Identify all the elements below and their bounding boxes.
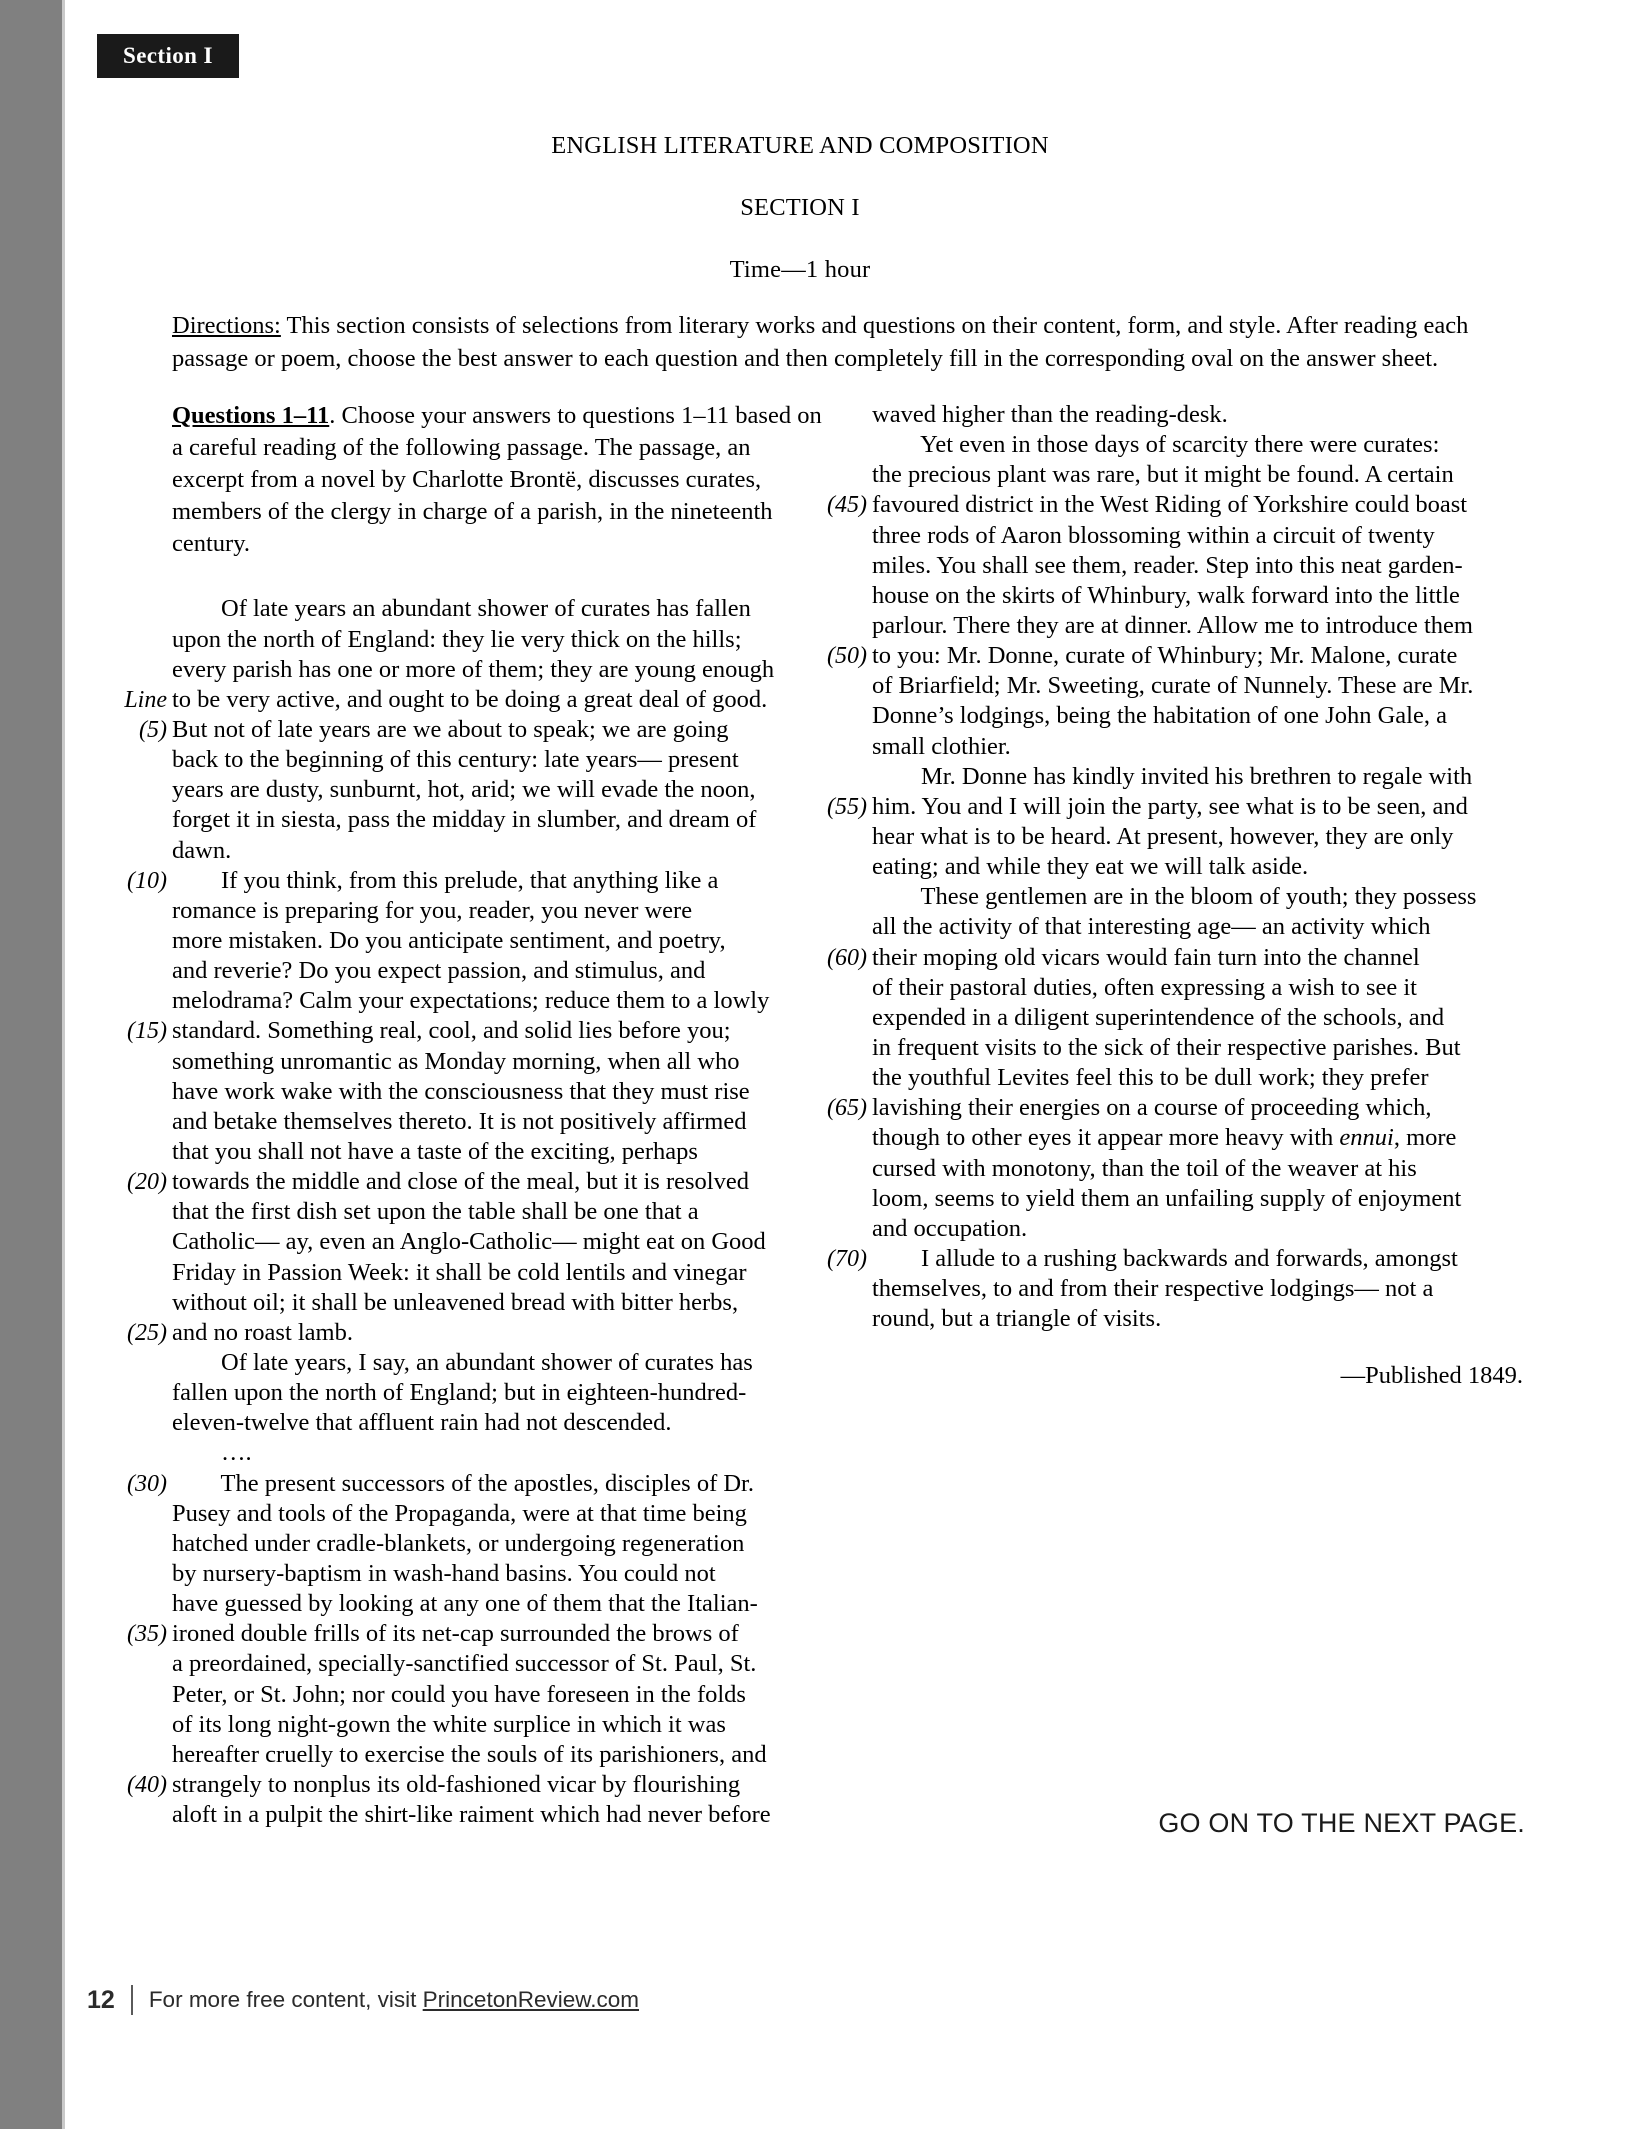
passage-line-text: something unromantic as Monday morning, when all who (172, 1047, 740, 1075)
passage-line-text: all the activity of that interesting age— an activity which (872, 913, 1431, 941)
passage-line (123, 1258, 823, 1288)
passage-line-text: Of late years, I say, an abundant shower of curates has (172, 1348, 753, 1376)
passage-line-text: round, but a triangle of visits. (872, 1305, 1162, 1333)
passage-line (823, 822, 1523, 852)
passage-line (123, 625, 823, 655)
exam-title: ENGLISH LITERATURE AND COMPOSITION (551, 132, 1049, 159)
passage-line-text: lavishing their energies on a course of proceeding which, (872, 1094, 1432, 1122)
passage-line (123, 1016, 823, 1046)
passage-line-text: though to other eyes it appear more heavy with ennui, more (872, 1124, 1457, 1152)
passage-line-text: the precious plant was rare, but it might be found. A certain (872, 461, 1454, 489)
page-number: 12 (87, 1985, 115, 2014)
passage-line (123, 655, 823, 685)
passage-line (123, 1770, 823, 1800)
passage-line-text: Yet even in those days of scarcity there were curates: (872, 431, 1440, 459)
passage-line-text: that the first dish set upon the table shall be one that a (172, 1198, 699, 1226)
passage-line-text: eating; and while they eat we will talk aside. (872, 853, 1309, 881)
questions-intro (172, 400, 822, 560)
passage-line (123, 594, 823, 624)
passage-left-lines (123, 594, 823, 1830)
questions-intro-body: . Choose your answers to questions 1–11 based on a careful reading of the following passage. The passage, an excerpt from a novel by Charlotte Brontë, discusses curates, members of the clergy in charge of a parish, in the nineteenth century. (172, 402, 822, 558)
passage-line (123, 1680, 823, 1710)
passage-line-text: towards the middle and close of the meal, but it is resolved (172, 1168, 749, 1196)
passage-line-text: strangely to nonplus its old-fashioned vicar by flourishing (172, 1770, 741, 1798)
passage-line-text: back to the beginning of this century: late years— present (172, 746, 739, 774)
passage-line (823, 1123, 1523, 1153)
passage-right-lines (823, 400, 1523, 1334)
passage-line-text: in frequent visits to the sick of their respective parishes. But (872, 1033, 1461, 1061)
passage-line (123, 1408, 823, 1438)
passage-line (823, 1214, 1523, 1244)
passage-line (123, 956, 823, 986)
passage-line-text: that you shall not have a taste of the exciting, perhaps (172, 1138, 698, 1165)
passage-line (823, 400, 1523, 430)
directions-label: Directions: (172, 312, 281, 339)
line-number: (10) (127, 867, 167, 894)
passage-line-text: fallen upon the north of England; but in eighteen-hundred- (172, 1379, 747, 1407)
passage-line-text: and occupation. (872, 1214, 1028, 1242)
passage-line-text: Peter, or St. John; nor could you have foreseen in the folds (172, 1680, 746, 1708)
line-number: (15) (127, 1018, 167, 1045)
passage-line-text: expended in a diligent superintendence of the schools, and (872, 1003, 1445, 1031)
passage-line-text: upon the north of England: they lie very thick on the hills; (172, 625, 742, 653)
passage-line (823, 973, 1523, 1003)
passage-line (123, 1589, 823, 1619)
passage-line-text: Friday in Passion Week: it shall be cold lentils and vinegar (172, 1258, 747, 1286)
passage-line-text: The present successors of the apostles, disciples of Dr. (172, 1469, 754, 1497)
passage-line (123, 1378, 823, 1408)
passage-line (123, 715, 823, 745)
passage-line (823, 641, 1523, 671)
passage-line (823, 1033, 1523, 1063)
passage-line-text: him. You and I will join the party, see what is to be seen, and (872, 792, 1468, 820)
passage-line-text: dawn. (172, 836, 232, 864)
passage-line (823, 1003, 1523, 1033)
passage-line (823, 1093, 1523, 1123)
line-number: (30) (127, 1470, 167, 1497)
exam-headings (65, 132, 1535, 284)
passage-line-text: I allude to a rushing backwards and forwards, amongst (872, 1244, 1458, 1272)
passage-line (823, 732, 1523, 762)
passage-line-text: loom, seems to yield them an unfailing supply of enjoyment (872, 1184, 1462, 1212)
line-number: (45) (827, 492, 867, 519)
passage-line (123, 1227, 823, 1257)
passage-line (123, 926, 823, 956)
passage-line (123, 1318, 823, 1348)
questions-intro-label: Questions 1–11 (172, 402, 330, 429)
passage-line (123, 1529, 823, 1559)
passage-line-text: without oil; it shall be unleavened bread with bitter herbs, (172, 1288, 739, 1316)
passage-line (823, 882, 1523, 912)
passage-line-text: waved higher than the reading-desk. (872, 401, 1228, 428)
passage-line (823, 460, 1523, 490)
passage-line (823, 1304, 1523, 1334)
passage-line-text: aloft in a pulpit the shirt-like raiment which had never before (172, 1801, 771, 1829)
passage-line (823, 792, 1523, 822)
passage-line-text: Mr. Donne has kindly invited his brethren to regale with (872, 762, 1473, 790)
passage-line (123, 745, 823, 775)
passage-line-text: If you think, from this prelude, that anything like a (172, 866, 719, 894)
passage-line-text: small clothier. (872, 732, 1011, 760)
passage-line-text: hear what is to be heard. At present, however, they are only (872, 822, 1454, 850)
passage-line (123, 1077, 823, 1107)
passage-line-text: and reverie? Do you expect passion, and stimulus, and (172, 957, 706, 985)
passage-attribution: —Published 1849. (1340, 1362, 1523, 1390)
section-heading: SECTION I (740, 194, 860, 221)
passage-line-text: Of late years an abundant shower of curates has fallen (172, 595, 751, 623)
passage-line-text: …. (172, 1439, 252, 1467)
passage-line-text: house on the skirts of Whinbury, walk forward into the little (872, 581, 1460, 609)
passage-line (823, 430, 1523, 460)
document-page (65, 0, 1640, 2129)
line-number: (25) (127, 1319, 167, 1346)
passage-line (123, 1710, 823, 1740)
line-number: (65) (827, 1095, 867, 1122)
directions-block (172, 310, 1547, 375)
passage-line (823, 521, 1523, 551)
passage-line (123, 805, 823, 835)
passage-line-text: have guessed by looking at any one of them that the Italian- (172, 1590, 758, 1618)
passage-line-text: romance is preparing for you, reader, you never were (172, 896, 693, 924)
passage-line (123, 1288, 823, 1318)
passage-line-text: themselves, to and from their respective lodgings— not a (872, 1275, 1434, 1303)
line-number: (5) (139, 717, 167, 744)
passage-line (823, 701, 1523, 731)
passage-line (823, 1274, 1523, 1304)
passage-line-text: more mistaken. Do you anticipate sentiment, and poetry, (172, 927, 726, 955)
passage-line-text: of Briarfield; Mr. Sweeting, curate of Nunnely. These are Mr. (872, 672, 1474, 700)
line-number: (35) (127, 1621, 167, 1648)
passage-line-text: These gentlemen are in the bloom of youth; they possess (872, 883, 1477, 911)
passage-line (823, 551, 1523, 581)
passage-line-text: forget it in siesta, pass the midday in slumber, and dream of (172, 806, 757, 834)
passage-line (123, 1649, 823, 1679)
passage-line-text: their moping old vicars would fain turn into the channel (872, 943, 1420, 971)
passage-line (823, 671, 1523, 701)
passage-line-text: and no roast lamb. (172, 1318, 353, 1346)
passage-line-text: But not of late years are we about to speak; we are going (172, 716, 729, 744)
passage-line-text: and betake themselves thereto. It is not positively affirmed (172, 1107, 747, 1135)
passage-line (823, 852, 1523, 882)
passage-line-text: Pusey and tools of the Propaganda, were at that time being (172, 1499, 747, 1527)
passage-line (123, 775, 823, 805)
passage-line-text: Catholic— ay, even an Anglo-Catholic— might eat on Good (172, 1228, 766, 1256)
passage-line-text: have work wake with the consciousness that they must rise (172, 1077, 750, 1105)
passage-line-text: every parish has one or more of them; they are young enough (172, 655, 775, 683)
footer-divider (131, 1985, 133, 2015)
go-on-notice: GO ON TO THE NEXT PAGE. (1158, 1808, 1525, 1838)
passage-line-text: of its long night-gown the white surplice in which it was (172, 1710, 726, 1738)
passage-line (823, 1063, 1523, 1093)
passage-line (823, 943, 1523, 973)
passage-line (123, 1197, 823, 1227)
passage-line-text: miles. You shall see them, reader. Step into this neat garden- (872, 551, 1463, 579)
section-tab: Section I (97, 34, 239, 78)
left-column (123, 400, 823, 1830)
page-spine (0, 0, 62, 2129)
passage-line-text: favoured district in the West Riding of Yorkshire could boast (872, 491, 1468, 519)
passage-line (823, 762, 1523, 792)
passage-line (123, 896, 823, 926)
right-column (823, 400, 1523, 1390)
passage-line (123, 1348, 823, 1378)
footer-link[interactable]: PrincetonReview.com (422, 1987, 640, 2012)
line-number: (55) (827, 793, 867, 820)
passage-line (123, 1619, 823, 1649)
passage-line (823, 1154, 1523, 1184)
passage-line-text: ironed double frills of its net-cap surrounded the brows of (172, 1620, 739, 1648)
passage-line (123, 1499, 823, 1529)
passage-line (123, 1800, 823, 1830)
passage-line (123, 836, 823, 866)
passage-line (123, 685, 823, 715)
line-number: (70) (827, 1245, 867, 1272)
line-number: (20) (127, 1169, 167, 1196)
passage-line-text: three rods of Aaron blossoming within a circuit of twenty (872, 521, 1435, 549)
passage-line (123, 1137, 823, 1167)
page-footer (87, 1985, 639, 2015)
passage-line (823, 490, 1523, 520)
passage-line (123, 986, 823, 1016)
passage-line-text: Donne’s lodgings, being the habitation of one John Gale, a (872, 702, 1447, 730)
passage-line (123, 866, 823, 896)
passage-line-text: hereafter cruelly to exercise the souls of its parishioners, and (172, 1740, 767, 1768)
passage-line-text: to you: Mr. Donne, curate of Whinbury; Mr. Malone, curate (872, 642, 1458, 670)
passage-line (823, 611, 1523, 641)
passage-line-text: melodrama? Calm your expectations; reduce them to a lowly (172, 987, 770, 1015)
footer-text (149, 1987, 639, 2013)
passage-line (823, 1184, 1523, 1214)
passage-line (823, 581, 1523, 611)
time-allotment: Time—1 hour (729, 256, 871, 283)
passage-line (123, 1559, 823, 1589)
passage-line-text: hatched under cradle-blankets, or undergoing regeneration (172, 1529, 745, 1557)
passage-line (123, 1167, 823, 1197)
passage-line (823, 1244, 1523, 1274)
passage-line-text: of their pastoral duties, often expressing a wish to see it (872, 973, 1417, 1001)
passage-line-text: cursed with monotony, than the toil of the weaver at his (872, 1154, 1417, 1182)
passage-line-text: standard. Something real, cool, and solid lies before you; (172, 1017, 731, 1045)
footer-text-before: For more free content, visit (148, 1987, 423, 2012)
line-number: (50) (827, 643, 867, 670)
passage-line (123, 1047, 823, 1077)
passage-line (123, 1438, 823, 1468)
passage-line-text: years are dusty, sunburnt, hot, arid; we will evade the noon, (172, 776, 756, 804)
passage-line (123, 1740, 823, 1770)
passage-line (123, 1107, 823, 1137)
directions-body: This section consists of selections from literary works and questions on their content, form, and style. After reading each passage or poem, choose the best answer to each question and then completely fill in the corresponding oval on the answer sheet. (172, 312, 1469, 372)
passage-line-text: eleven-twelve that affluent rain had not descended. (172, 1409, 672, 1437)
line-number: (40) (127, 1771, 167, 1798)
passage-line-text: the youthful Levites feel this to be dull work; they prefer (872, 1064, 1429, 1092)
passage-line-text: a preordained, specially-sanctified successor of St. Paul, St. (172, 1650, 757, 1678)
line-number: Line (124, 686, 167, 713)
passage-line (123, 1469, 823, 1499)
passage-line-text: by nursery-baptism in wash-hand basins. You could not (172, 1559, 716, 1587)
line-number: (60) (827, 944, 867, 971)
passage-line-text: to be very active, and ought to be doing a great deal of good. (172, 685, 768, 713)
passage-line (823, 912, 1523, 942)
passage-line-text: parlour. There they are at dinner. Allow me to introduce them (872, 611, 1473, 639)
